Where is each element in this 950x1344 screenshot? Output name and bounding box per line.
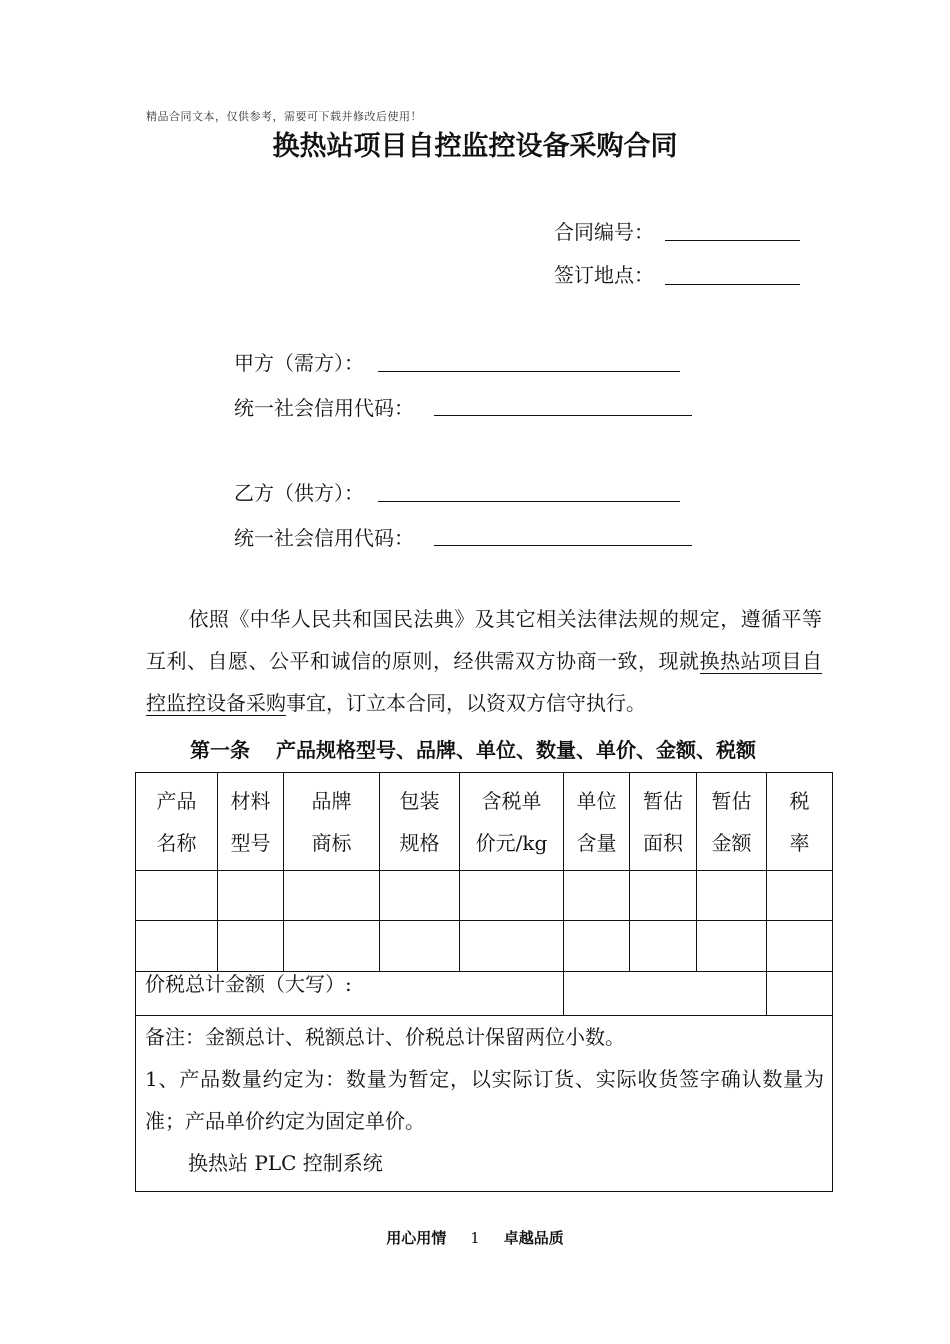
table-cell[interactable] [767,921,833,972]
table-cell[interactable] [630,871,697,921]
clause-1-text: 1、产品数量约定为：数量为暂定，以实际订货、实际收货签字确认数量为准；产品单价约定为固定单价。 [145,1067,824,1133]
remark-cell [136,1016,833,1192]
table-header-row [136,773,833,871]
total-label: 价税总计金额（大写）: [145,972,352,996]
article-1-number: 第一条 [190,738,250,762]
preamble-subject: 换热站项目自控监控设备采购 [146,649,822,715]
header-est-amount: 暂估 金额 [697,773,767,871]
total-row [136,972,833,1016]
table-cell[interactable] [697,921,767,972]
table-cell[interactable] [284,871,380,921]
table-cell[interactable] [460,921,564,972]
header-unit-content: 单位 含量 [564,773,630,871]
table-cell[interactable] [767,871,833,921]
party-b-credit-blank[interactable] [434,545,692,546]
sign-place-blank[interactable] [665,284,800,285]
total-amount-cell[interactable] [564,972,767,1016]
table-row [136,921,833,972]
header-tax-rate: 税 率 [767,773,833,871]
table-cell[interactable] [136,921,218,972]
table-cell[interactable] [630,921,697,972]
header-product-name: 产品 名称 [136,773,218,871]
header-est-area: 暂估 面积 [630,773,697,871]
page-footer [0,1227,950,1248]
contract-no-blank[interactable] [665,240,800,241]
page-title: 换热站项目自控监控设备采购合同 [272,131,678,162]
total-label-cell [136,972,564,1016]
party-a-label: 甲方（需方）： [234,351,364,375]
party-b-credit-label: 统一社会信用代码： [234,526,414,550]
sign-place-label: 签订地点： [554,263,654,287]
party-a-blank[interactable] [378,371,680,372]
footer-right: 卓越品质 [503,1229,564,1247]
header-packaging: 包装 规格 [380,773,460,871]
table-cell[interactable] [564,871,630,921]
header-brand: 品牌 商标 [284,773,380,871]
remark-row [136,1016,833,1192]
table-cell[interactable] [136,871,218,921]
table-cell[interactable] [697,871,767,921]
table-cell[interactable] [380,921,460,972]
header-material-model: 材料 型号 [218,773,284,871]
preamble-text-1: 依照《中华人民共和国民法典》及其它相关法律法规的规定，遵循平等互利、自愿、公平和诚信的原则，经供需双方协商一致，现就 [146,607,822,673]
contract-no-label: 合同编号： [554,220,654,244]
table-cell[interactable] [218,871,284,921]
preamble-paragraph [146,598,822,724]
party-b-label: 乙方（供方）： [234,481,364,505]
remark-text: 备注：金额总计、税额总计、价税总计保留两位小数。 [145,1025,625,1049]
page-number: 1 [470,1229,480,1247]
party-a-credit-label: 统一社会信用代码： [234,396,414,420]
table-row [136,871,833,921]
header-unit-price: 含税单 价元/kg [460,773,564,871]
table-cell[interactable] [460,871,564,921]
article-1-title: 产品规格型号、品牌、单位、数量、单价、金额、税额 [276,738,756,762]
watermark-note: 精品合同文本，仅供参考，需要可下载并修改后使用！ [146,110,422,123]
party-b-blank[interactable] [378,501,680,502]
table-cell[interactable] [284,921,380,972]
table-cell[interactable] [380,871,460,921]
table-cell[interactable] [218,921,284,972]
preamble-text-2: 事宜，订立本合同，以资双方信守执行。 [286,691,646,715]
system-name: 换热站 PLC 控制系统 [188,1151,383,1175]
footer-left: 用心用情 [386,1229,447,1247]
product-spec-table [135,772,833,1192]
article-1-heading [190,734,756,763]
total-tax-cell[interactable] [767,972,833,1016]
table-cell[interactable] [564,921,630,972]
party-a-credit-blank[interactable] [434,415,692,416]
